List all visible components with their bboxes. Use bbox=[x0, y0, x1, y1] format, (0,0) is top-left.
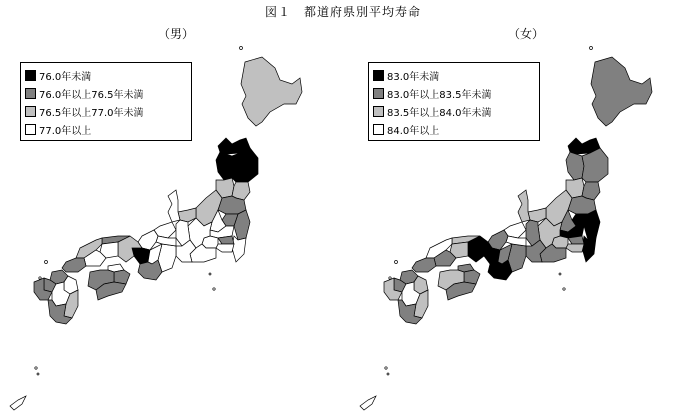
panel-label-male: （男） bbox=[158, 27, 195, 41]
legend-label: 76.0年以上76.5年未満 bbox=[39, 89, 144, 101]
island bbox=[395, 261, 398, 264]
prefecture-yamaguchi bbox=[412, 258, 436, 272]
legend-label: 76.0年未満 bbox=[39, 71, 92, 83]
legend-label: 83.0年以上83.5年未満 bbox=[387, 89, 492, 101]
legend-label: 83.0年未満 bbox=[387, 71, 440, 83]
island bbox=[590, 47, 593, 50]
prefecture-osaka bbox=[482, 248, 500, 264]
island bbox=[563, 288, 565, 290]
legend-label: 76.5年以上77.0年未満 bbox=[39, 107, 144, 119]
prefecture-kanagawa bbox=[566, 244, 584, 252]
island bbox=[559, 273, 561, 275]
island bbox=[385, 367, 387, 369]
figure-title: 図１ 都道府県別平均寿命 bbox=[264, 5, 421, 19]
island bbox=[389, 277, 391, 279]
legend-label: 77.0年以上 bbox=[39, 125, 92, 137]
prefecture-tokushima bbox=[464, 270, 480, 284]
prefecture-okinawa bbox=[360, 396, 376, 410]
legend-label: 84.0年以上 bbox=[387, 125, 440, 137]
prefecture-akita bbox=[566, 152, 584, 180]
prefecture-chiba bbox=[582, 236, 596, 262]
prefecture-hokkaido bbox=[591, 57, 652, 126]
prefecture-shiga bbox=[506, 236, 526, 246]
panel-label-female: （女） bbox=[508, 27, 545, 41]
legend-label: 83.5年以上84.0年未満 bbox=[387, 107, 492, 119]
prefecture-ishikawa bbox=[518, 190, 530, 222]
island bbox=[387, 373, 389, 375]
